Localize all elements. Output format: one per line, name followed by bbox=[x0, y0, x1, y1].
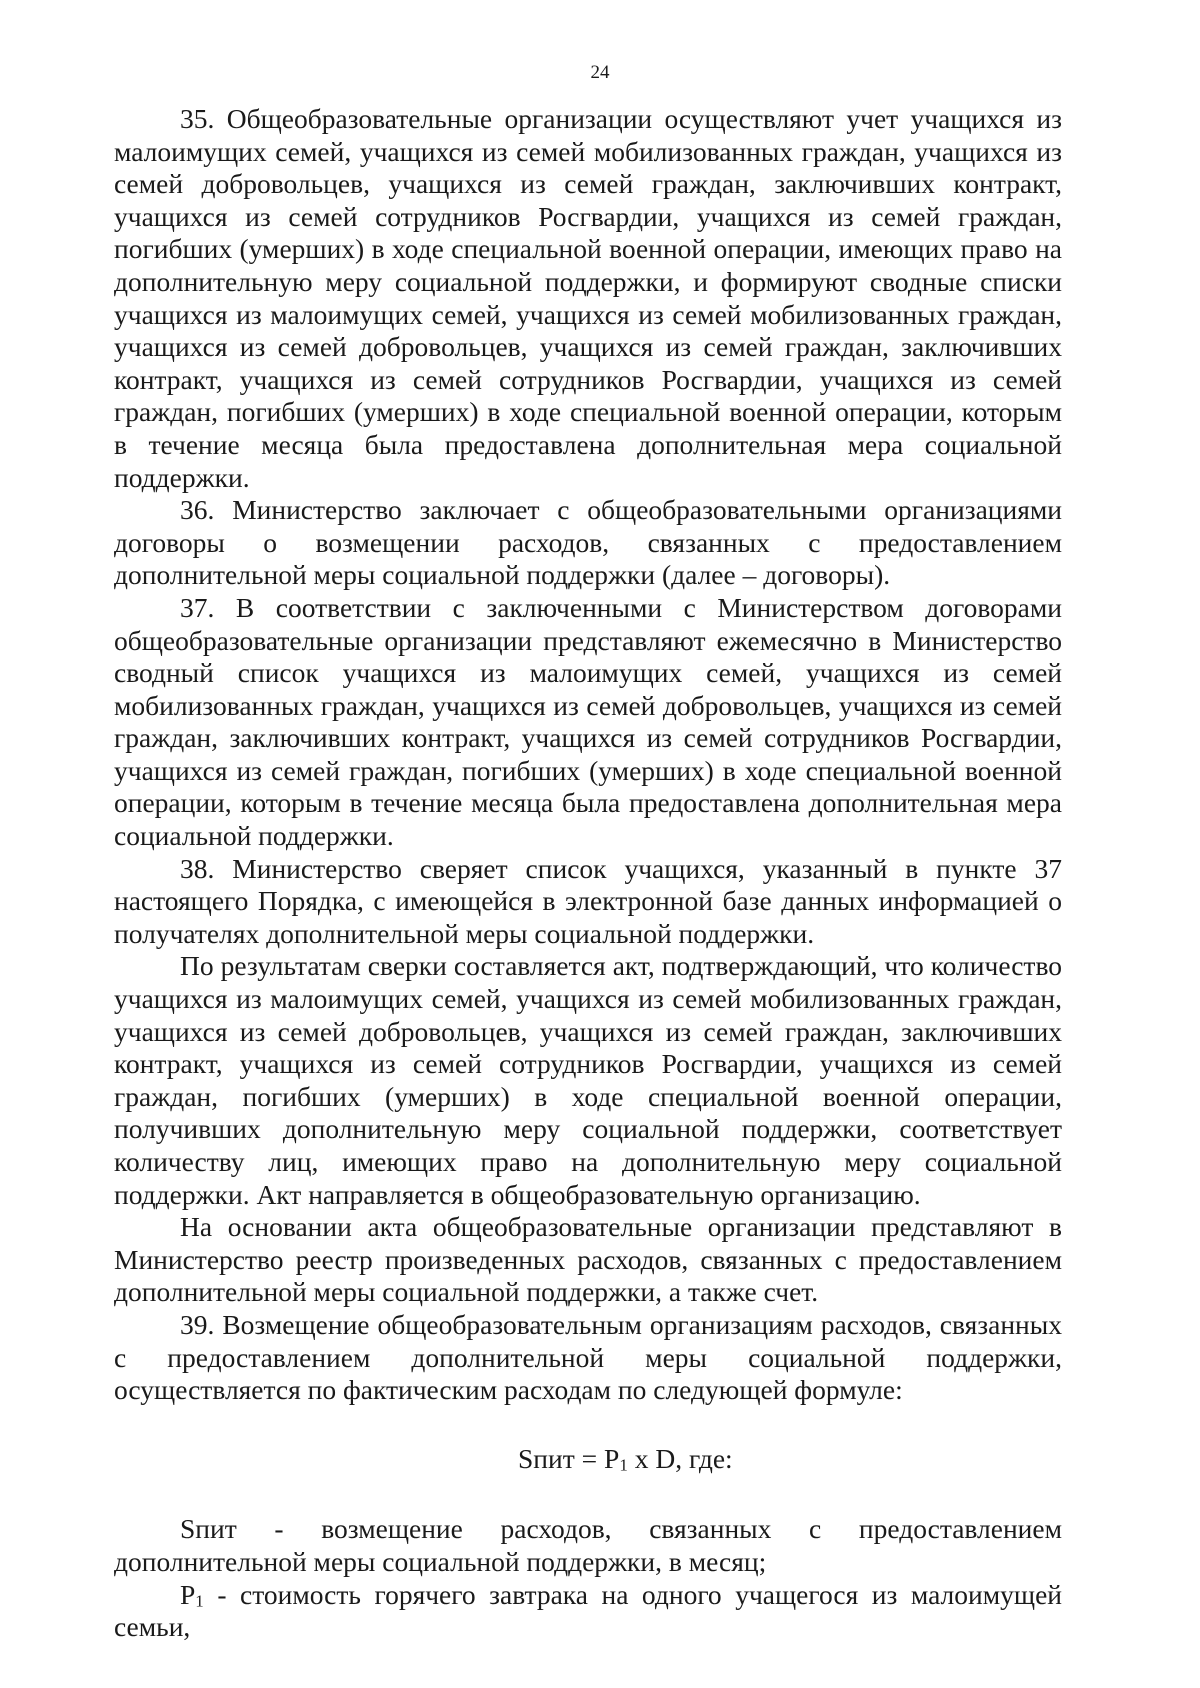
paragraph-35: 35. Общеобразовательные организации осуществляют учет учащихся из малоимущих семей, учащихся из семей мобилизованных граждан, учащихся из семей добровольцев, учащихся из семей граждан, заключивших контракт, учащихся из семей сотрудников Росгвардии, учащихся из семей граждан, погибших (умерших) в ходе специальной военной операции, имеющих право на дополнительную меру социальной поддержки, и формируют сводные списки учащихся из малоимущих семей, учащихся из семей мобилизованных граждан, учащихся из семей добровольцев, учащихся из семей граждан, заключивших контракт, учащихся из семей сотрудников Росгвардии, учащихся из семей граждан, погибших (умерших) в ходе специальной военной операции, которым в течение месяца была предоставлена дополнительная мера социальной поддержки. bbox=[114, 103, 1062, 493]
definition-spit: Sпит - возмещение расходов, связанных с предоставлением дополнительной меры социальной поддержки, в месяц; bbox=[114, 1513, 1062, 1577]
definition-p1 bbox=[114, 1579, 1062, 1644]
formula-lhs: Sпит = P bbox=[518, 1442, 620, 1474]
definition-p1-text: - стоимость горячего завтрака на одного учащегося из малоимущей семьи, bbox=[114, 1578, 1062, 1643]
paragraph-36: 36. Министерство заключает с общеобразовательными организациями договоры о возмещении расходов, связанных с предоставлением дополнительной меры социальной поддержки (далее – договоры). bbox=[114, 494, 1062, 591]
paragraph-38-registry: На основании акта общеобразовательные организации представляют в Министерство реестр произведенных расходов, связанных с предоставлением дополнительной меры социальной поддержки, а также счет. bbox=[114, 1211, 1062, 1308]
paragraph-38-reconciliation: По результатам сверки составляется акт, подтверждающий, что количество учащихся из малоимущих семей, учащихся из семей мобилизованных граждан, учащихся из семей добровольцев, учащихся из семей граждан, заключивших контракт, учащихся из семей сотрудников Росгвардии, учащихся из семей граждан, погибших (умерших) в ходе специальной военной операции, получивших дополнительную меру социальной поддержки, соответствует количеству лиц, имеющих право на дополнительную меру социальной поддержки. Акт направляется в общеобразовательную организацию. bbox=[114, 950, 1062, 1210]
formula-subscript: 1 bbox=[619, 1455, 628, 1475]
document-body bbox=[114, 103, 1062, 1644]
definition-p1-subscript: 1 bbox=[195, 1591, 204, 1611]
paragraph-38: 38. Министерство сверяет список учащихся, указанный в пункте 37 настоящего Порядка, с имеющейся в электронной базе данных информацией о получателях дополнительной меры социальной поддержки. bbox=[114, 852, 1062, 949]
page-number: 24 bbox=[590, 62, 610, 83]
formula-rhs: x D, где: bbox=[627, 1442, 733, 1474]
formula bbox=[114, 1443, 1062, 1476]
paragraph-39: 39. Возмещение общеобразовательным организациям расходов, связанных с предоставлением дополнительной меры социальной поддержки, осуществляется по фактическим расходам по следующей формуле: bbox=[114, 1308, 1062, 1406]
definition-p1-symbol: P bbox=[180, 1578, 196, 1610]
paragraph-37: 37. В соответствии с заключенными с Министерством договорами общеобразовательные организации представляют ежемесячно в Министерство сводный список учащихся из малоимущих семей, учащихся из семей мобилизованных граждан, учащихся из семей добровольцев, учащихся из семей граждан, заключивших контракт, учащихся из семей сотрудников Росгвардии, учащихся из семей граждан, погибших (умерших) в ходе специальной военной операции, которым в течение месяца была предоставлена дополнительная мера социальной поддержки. bbox=[114, 591, 1062, 852]
